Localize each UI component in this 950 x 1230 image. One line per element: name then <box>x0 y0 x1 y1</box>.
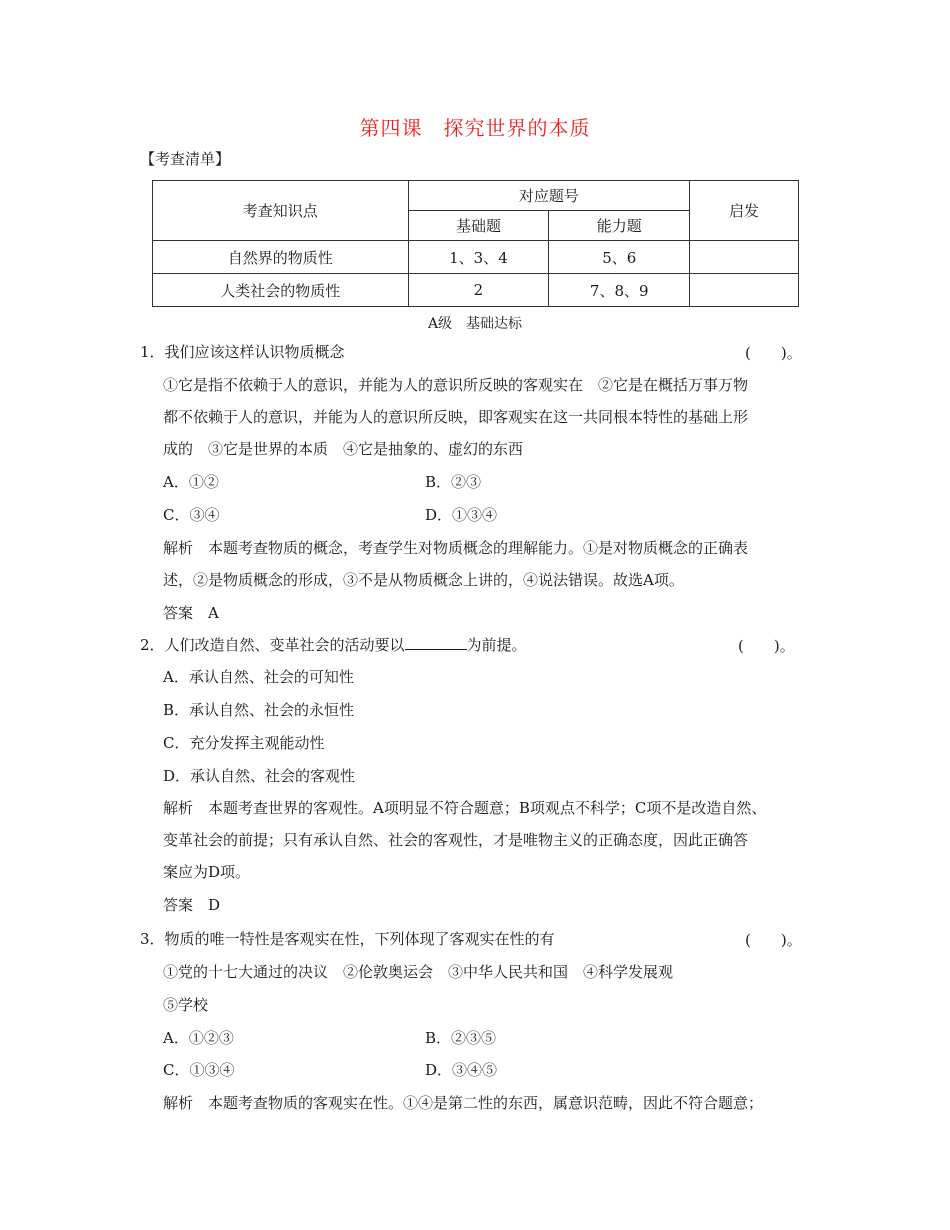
row-ability: 5、6 <box>549 241 690 274</box>
table-row <box>153 241 799 274</box>
q2-analysis: 案应为D项。 <box>163 863 251 881</box>
header-questions: 对应题号 <box>408 181 690 211</box>
row-basic: 2 <box>408 274 549 307</box>
header-knowledge: 考查知识点 <box>153 181 409 241</box>
checklist-label: 【考查清单】 <box>140 150 231 168</box>
q1-options-line: 都不依赖于人的意识，并能为人的意识所反映，即客观实在这一共同根本特性的基础上形 <box>163 408 749 426</box>
q2-stem-before: 2．人们改造自然、变革社会的活动要以 <box>140 636 405 654</box>
q1-options-line: 成的 ③它是世界的本质 ④它是抽象的、虚幻的东西 <box>163 440 524 458</box>
q3-choice-a: A．①②③ <box>163 1029 234 1047</box>
q3-answer-paren: ( )。 <box>745 931 802 949</box>
row-insight <box>690 274 799 307</box>
q3-analysis: 解析 本题考查物质的客观实在性。①④是第二性的东西，属意识范畴，因此不符合题意； <box>163 1094 764 1112</box>
q1-choice-a: A．①② <box>163 473 219 491</box>
q1-analysis: 述，②是物质概念的形成，③不是从物质概念上讲的，④说法错误。故选A项。 <box>163 571 684 589</box>
q3-choice-b: B．②③⑤ <box>425 1029 497 1047</box>
header-ability: 能力题 <box>549 211 690 241</box>
row-ability: 7、8、9 <box>549 274 690 307</box>
q2-choice-d: D．承认自然、社会的客观性 <box>163 767 356 785</box>
q1-choice-d: D．①③④ <box>425 506 498 524</box>
q3-choice-c: C．①③④ <box>163 1061 235 1079</box>
row-topic: 自然界的物质性 <box>153 241 409 274</box>
row-topic: 人类社会的物质性 <box>153 274 409 307</box>
q1-answer: 答案 A <box>163 604 219 622</box>
row-basic: 1、3、4 <box>408 241 549 274</box>
q2-answer: 答案 D <box>163 896 221 914</box>
q1-choice-c: C．③④ <box>163 506 220 524</box>
q2-analysis: 变革社会的前提；只有承认自然、社会的客观性，才是唯物主义的正确态度，因此正确答 <box>163 831 749 849</box>
fill-in-blank <box>405 635 467 650</box>
q3-options-line: ①党的十七大通过的决议 ②伦敦奥运会 ③中华人民共和国 ④科学发展观 <box>163 963 674 981</box>
q2-answer-paren: ( )。 <box>738 637 795 655</box>
row-insight <box>690 241 799 274</box>
header-basic: 基础题 <box>408 211 549 241</box>
q1-stem: 1．我们应该这样认识物质概念 <box>140 343 345 361</box>
q2-choice-b: B．承认自然、社会的永恒性 <box>163 701 355 719</box>
q2-stem <box>140 635 527 655</box>
q2-choice-c: C．充分发挥主观能动性 <box>163 734 325 752</box>
q1-choice-b: B．②③ <box>425 473 482 491</box>
q3-options-line: ⑤学校 <box>163 996 209 1014</box>
q2-analysis: 解析 本题考查世界的客观性。A项明显不符合题意；B项观点不科学；C项不是改造自然、 <box>163 799 767 817</box>
checklist-table <box>152 180 799 307</box>
q3-stem: 3．物质的唯一特性是客观实在性，下列体现了客观实在性的有 <box>140 930 555 948</box>
q3-choice-d: D．③④⑤ <box>425 1061 498 1079</box>
q2-stem-after: 为前提。 <box>466 636 527 654</box>
page-title: 第四课 探究世界的本质 <box>359 116 591 140</box>
level-heading: A级 基础达标 <box>427 316 523 332</box>
table-row <box>153 274 799 307</box>
header-insight: 启发 <box>690 181 799 241</box>
q2-choice-a: A．承认自然、社会的可知性 <box>163 668 354 686</box>
q1-answer-paren: ( )。 <box>745 344 802 362</box>
q1-options-line: ①它是指不依赖于人的意识，并能为人的意识所反映的客观实在 ②它是在概括万事万物 <box>163 376 749 394</box>
q1-analysis: 解析 本题考查物质的概念，考查学生对物质概念的理解能力。①是对物质概念的正确表 <box>163 539 749 557</box>
